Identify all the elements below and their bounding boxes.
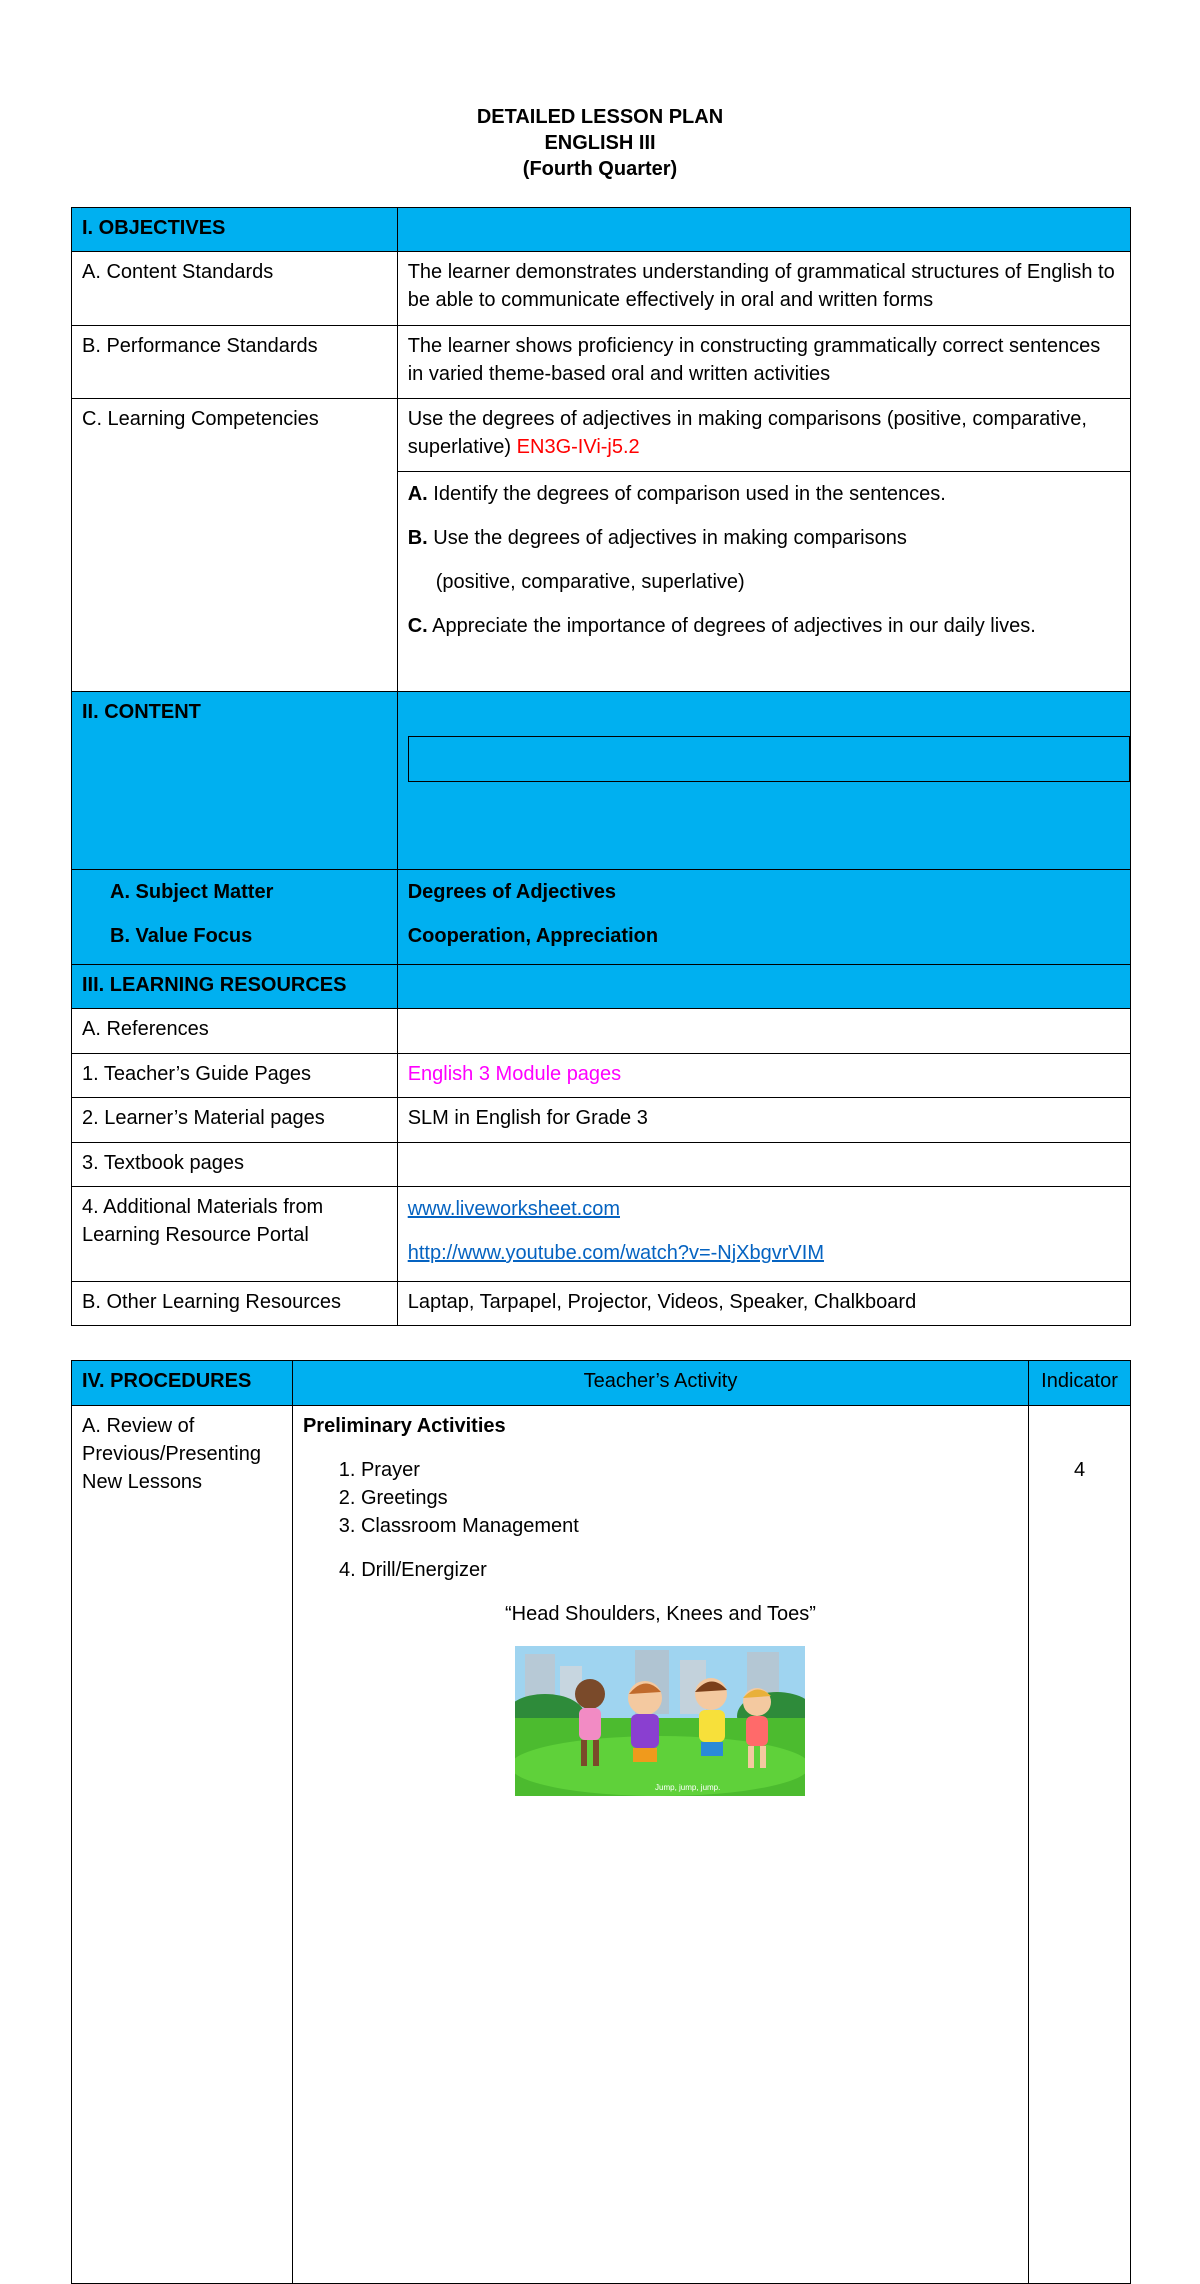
subject-matter-row [72,870,1131,965]
youtube-link[interactable]: http://www.youtube.com/watch?v=-NjXbgvrVIM [407,1242,824,1264]
subject-matter-value: Degrees of Adjectives [407,881,616,903]
doc-subject: ENGLISH III [544,132,656,154]
textbook-row [72,1143,1131,1187]
additional-materials-label: 4. Additional Materials from Learning Resource Portal [72,1187,398,1282]
procedures-table [71,1360,1131,2284]
doc-quarter: (Fourth Quarter) [522,158,678,180]
competencies-row [72,399,1131,472]
list-item: 3. Classroom Management [361,1512,1018,1540]
indicator-value: 4 [1029,1406,1131,2284]
content-standards-text: The learner demonstrates understanding of grammatical structures of English to be able to communicate effectively in oral and written forms [397,252,1130,326]
content-standards-label: A. Content Standards [72,252,398,326]
performance-standards-text: The learner shows proficiency in constructing grammatically correct sentences in varied theme-based oral and written activities [397,326,1130,399]
indicator-header: Indicator [1029,1361,1131,1406]
additional-materials-row [72,1187,1131,1282]
learners-material-value: SLM in English for Grade 3 [397,1098,1130,1143]
other-resources-value: Laptap, Tarpapel, Projector, Videos, Speaker, Chalkboard [397,1282,1130,1326]
other-resources-label: B. Other Learning Resources [72,1282,398,1326]
content-row [72,692,1131,870]
teachers-guide-value: English 3 Module pages [397,1054,1130,1098]
review-row [72,1406,1131,2284]
performance-standards-label: B. Performance Standards [72,326,398,399]
drill-label: 4. Drill/Energizer [338,1559,487,1581]
song-title: “Head Shoulders, Knees and Toes” [505,1603,816,1625]
teachers-activity-header: Teacher’s Activity [292,1361,1028,1406]
lesson-plan-table [71,207,1131,1326]
content-standards-row [72,252,1131,326]
content-inner-box [408,736,1130,782]
list-item: 1. Prayer [361,1456,1018,1484]
competencies-label: C. Learning Competencies [72,399,398,692]
procedures-header-row [72,1361,1131,1406]
performance-standards-row [72,326,1131,399]
objective-b-continued: (positive, comparative, superlative) [435,571,745,593]
liveworksheet-link[interactable]: www.liveworksheet.com [407,1198,620,1220]
learners-material-row [72,1098,1131,1143]
competencies-cell [397,399,1130,472]
preliminary-list [303,1456,1018,1540]
value-focus-label: B. Value Focus [110,925,253,947]
objectives-header-row [72,208,1131,252]
resources-header-row [72,965,1131,1009]
teachers-guide-label: 1. Teacher’s Guide Pages [72,1054,398,1098]
textbook-label: 3. Textbook pages [72,1143,398,1187]
teachers-guide-row [72,1054,1131,1098]
competencies-text: Use the degrees of adjectives in making comparisons (positive, comparative, superlative) [407,408,1087,458]
energizer-illustration [515,1646,805,1796]
value-focus-value: Cooperation, Appreciation [407,925,659,947]
references-label: A. References [72,1009,398,1054]
illustration-caption: Jump, jump, jump. [655,1783,721,1792]
specific-objectives-cell [397,472,1130,692]
list-item: 2. Greetings [361,1484,1018,1512]
subject-matter-label: A. Subject Matter [110,881,274,903]
objective-a: A. Identify the degrees of comparison used in the sentences. [407,483,946,505]
procedures-heading: IV. PROCEDURES [72,1361,293,1406]
review-label: A. Review of Previous/Presenting New Lessons [72,1406,293,2284]
doc-title: DETAILED LESSON PLAN [476,106,724,128]
content-heading: II. CONTENT [72,692,398,870]
content-cell [397,692,1130,870]
objectives-heading: I. OBJECTIVES [72,208,398,252]
learners-material-label: 2. Learner’s Material pages [72,1098,398,1143]
resources-heading: III. LEARNING RESOURCES [72,965,398,1009]
review-activity-cell [292,1406,1028,2284]
other-resources-row [72,1282,1131,1326]
objective-c: C. Appreciate the importance of degrees of adjectives in our daily lives. [407,615,1036,637]
preliminary-heading: Preliminary Activities [302,1415,506,1437]
competency-code: EN3G-IVi-j5.2 [516,436,640,458]
objective-b: B. Use the degrees of adjectives in making comparisons [407,527,907,549]
references-row [72,1009,1131,1054]
